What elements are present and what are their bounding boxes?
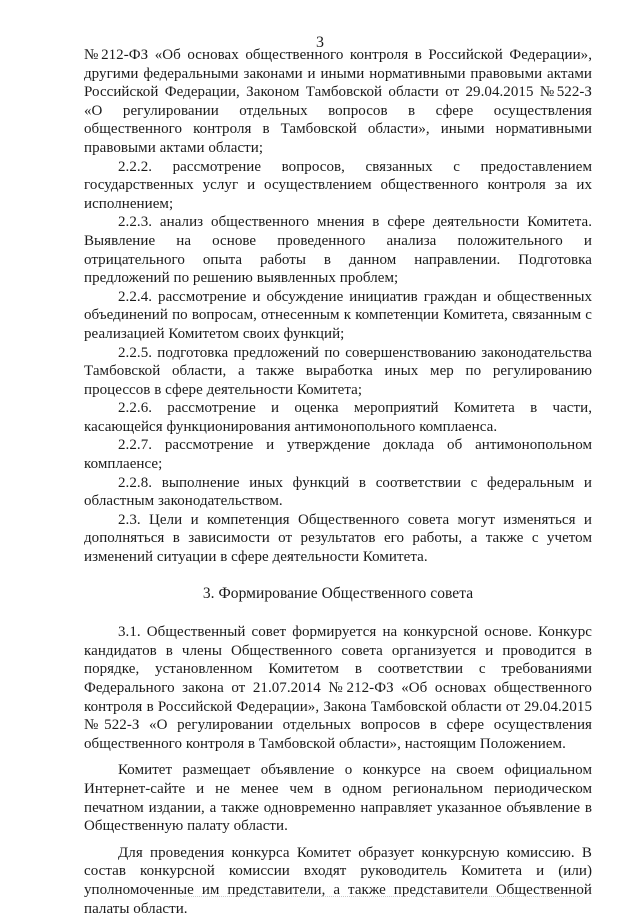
paragraph-2-2-4: 2.2.4. рассмотрение и обсуждение инициатив граждан и общественных объединений по вопросам, отнесенным к компетенции Комитета, связанным с реализацией Комитетом своих функций; xyxy=(84,288,592,342)
paragraph-2-2-3: 2.2.3. анализ общественного мнения в сфере деятельности Комитета. Выявление на основе проведенного анализа положительного и отрицательного опыта работы в данном направлении. Подготовка предложений по решению выявленных проблем; xyxy=(84,214,592,287)
paragraph-2-2-2: 2.2.2. рассмотрение вопросов, связанных с предоставлением государственных услуг и осуществлением общественного контроля за их исполнением; xyxy=(84,158,592,212)
paragraph-continuation: №212-ФЗ «Об основах общественного контроля в Российской Федерации», другими федеральными законами и иными нормативными правовыми актами Российской Федерации, Законом Тамбовской области от 29.04.2015 №522-З «О регулировании отдельных вопросов в сфере осуществления общественного контроля в Тамбовской области», иными нормативными правовыми актами области; xyxy=(84,47,592,156)
paragraph-3-1: 3.1. Общественный совет формируется на конкурсной основе. Конкурс кандидатов в члены Общественного совета организуется и проводится в порядке, установленном Комитетом в соответствии с требованиями Федерального закона от 21.07.2014 №212-ФЗ «Об основах общественного контроля в Российской Федерации», Закона Тамбовской области от 29.04.2015 №522-З «О регулировании отдельных вопросов в сфере осуществления общественного контроля в Тамбовской области», настоящим Положением. xyxy=(84,624,592,752)
document-body xyxy=(84,46,592,918)
paragraph-2-2-7: 2.2.7. рассмотрение и утверждение доклада об антимонопольном комплаенсе; xyxy=(84,437,592,473)
scan-artifact-line xyxy=(180,896,580,899)
paragraph-2-2-8: 2.2.8. выполнение иных функций в соответствии с федеральным и областным законодательством. xyxy=(84,474,592,510)
paragraph-announcement: Комитет размещает объявление о конкурсе на своем официальном Интернет-сайте и не менее чем в одном региональном периодическом печатном издании, а также одновременно направляет указанное объявление в Общественную палату области. xyxy=(84,762,592,835)
page-number: 3 xyxy=(316,34,324,51)
section-heading: 3. Формирование Общественного совета xyxy=(202,584,474,602)
paragraph-2-2-5: 2.2.5. подготовка предложений по совершенствованию законодательства Тамбовской области, а также выработка иных мер по регулированию процессов в сфере деятельности Комитета; xyxy=(84,344,592,398)
paragraph-2-3: 2.3. Цели и компетенция Общественного совета могут изменяться и дополняться в зависимости от результатов его работы, а также с учетом изменений ситуации в сфере деятельности Комитета. xyxy=(84,511,592,566)
paragraph-2-2-6: 2.2.6. рассмотрение и оценка мероприятий Комитета в части, касающейся функционирования антимонопольного комплаенса. xyxy=(84,400,592,435)
paragraph-commission: Для проведения конкурса Комитет образует конкурсную комиссию. В состав конкурсной комиссии входят руководитель Комитета и (или) уполномоченные им представители, а также представители Общественной палаты области. xyxy=(84,844,592,917)
